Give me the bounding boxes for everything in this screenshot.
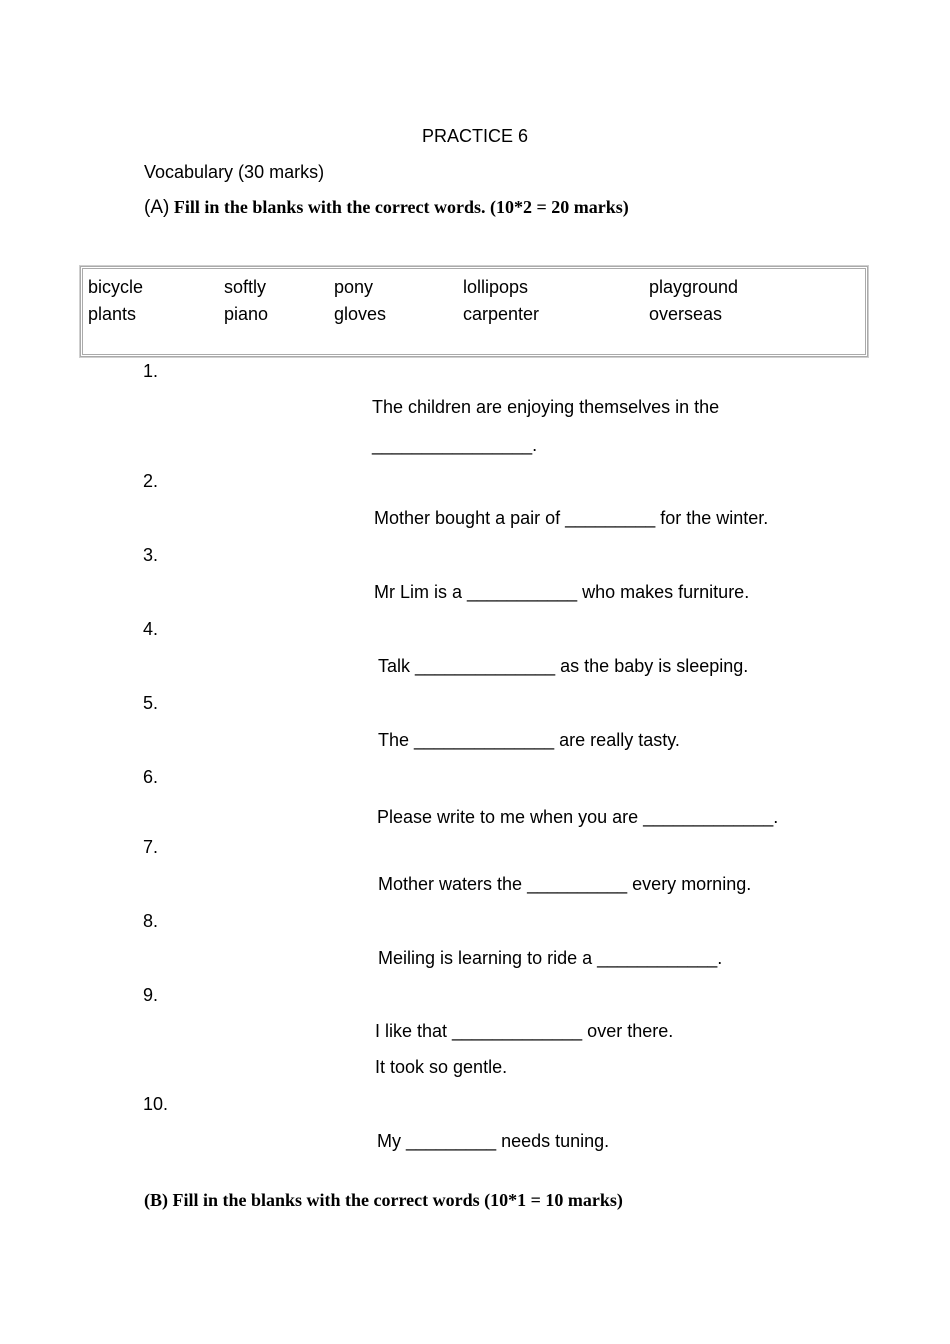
part-b-instruction: (B) Fill in the blanks with the correct words (10*1 = 10 marks) — [144, 1190, 623, 1210]
question-text: The ______________ are really tasty. — [378, 730, 680, 750]
question-text: Meiling is learning to ride a ____________. — [378, 948, 723, 968]
word-bank-item: carpenter — [463, 304, 540, 324]
page-title: PRACTICE 6 — [421, 126, 529, 146]
question-text: I like that _____________ over there. — [375, 1021, 674, 1041]
word-bank-item: piano — [224, 304, 269, 324]
word-bank-item: bicycle — [88, 277, 144, 297]
word-bank-item: overseas — [649, 304, 723, 324]
question-text: ________________. — [372, 435, 538, 455]
part-a-label: (A) — [144, 197, 170, 218]
question-number: 7. — [143, 837, 159, 857]
question-text: The children are enjoying themselves in the — [372, 397, 720, 417]
word-bank-item: softly — [224, 277, 267, 297]
question-number: 6. — [143, 767, 159, 787]
question-text: It took so gentle. — [375, 1057, 508, 1077]
question-number: 5. — [143, 693, 159, 713]
word-bank-item: playground — [649, 277, 739, 297]
word-bank-item: lollipops — [463, 277, 529, 297]
question-text: Talk ______________ as the baby is sleeping. — [378, 656, 749, 676]
question-number: 9. — [143, 985, 159, 1005]
part-a-text: Fill in the blanks with the correct words. (10*2 = 20 marks) — [173, 197, 629, 217]
question-text: Please write to me when you are _____________. — [377, 807, 779, 827]
vocabulary-heading: Vocabulary (30 marks) — [144, 162, 325, 182]
word-bank-item: plants — [88, 304, 137, 324]
question-number: 4. — [143, 619, 159, 639]
question-number: 1. — [143, 361, 159, 381]
question-text: Mother waters the __________ every morning. — [378, 874, 752, 894]
word-box — [80, 266, 868, 357]
word-bank-item: pony — [334, 277, 374, 297]
word-bank-item: gloves — [334, 304, 387, 324]
question-number: 3. — [143, 545, 159, 565]
question-number: 10. — [143, 1094, 169, 1114]
question-text: My _________ needs tuning. — [377, 1131, 610, 1151]
question-text: Mr Lim is a ___________ who makes furniture. — [374, 582, 750, 602]
question-number: 8. — [143, 911, 159, 931]
question-number: 2. — [143, 471, 159, 491]
part-a-instruction — [144, 197, 629, 219]
question-text: Mother bought a pair of _________ for the winter. — [374, 508, 769, 528]
